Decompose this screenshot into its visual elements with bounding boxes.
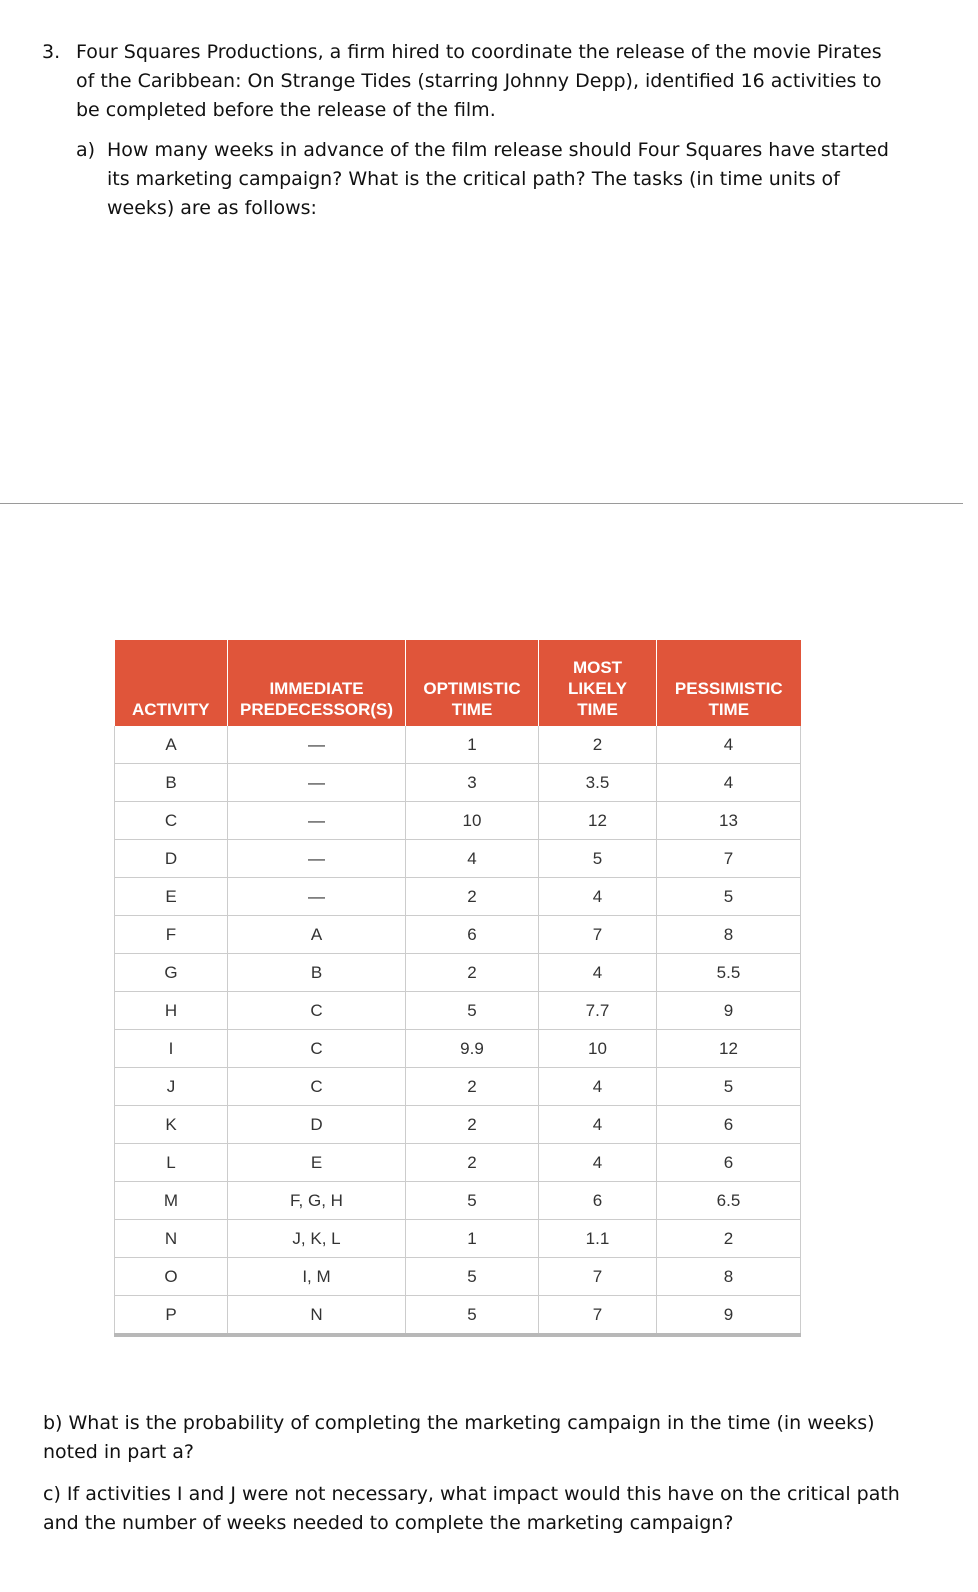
cell-most-likely: 4 bbox=[539, 1144, 657, 1182]
cell-activity: F bbox=[115, 916, 228, 954]
header-activity-label: ACTIVITY bbox=[132, 700, 210, 719]
table-row bbox=[115, 878, 801, 916]
cell-pessimistic: 4 bbox=[657, 726, 801, 764]
header-optimistic-line2: TIME bbox=[451, 700, 493, 719]
cell-most-likely: 10 bbox=[539, 1030, 657, 1068]
cell-optimistic: 2 bbox=[406, 1106, 539, 1144]
cell-predecessors: C bbox=[228, 1030, 406, 1068]
cell-pessimistic: 13 bbox=[657, 802, 801, 840]
cell-most-likely: 7 bbox=[539, 916, 657, 954]
cell-most-likely: 12 bbox=[539, 802, 657, 840]
cell-activity: H bbox=[115, 992, 228, 1030]
header-most-likely-line2: LIKELY bbox=[568, 679, 627, 698]
cell-optimistic: 1 bbox=[406, 726, 539, 764]
header-pessimistic bbox=[657, 640, 801, 726]
table-row bbox=[115, 1068, 801, 1106]
cell-pessimistic: 7 bbox=[657, 840, 801, 878]
part-c-text: c) If activities I and J were not necessary, what impact would this have on the critical path and the number of weeks needed to complete the marketing campaign? bbox=[43, 1483, 900, 1534]
cell-predecessors: J, K, L bbox=[228, 1220, 406, 1258]
cell-optimistic: 2 bbox=[406, 954, 539, 992]
table-row bbox=[115, 1296, 801, 1336]
header-optimistic-line1: OPTIMISTIC bbox=[423, 679, 521, 698]
cell-pessimistic: 6.5 bbox=[657, 1182, 801, 1220]
activity-table-container bbox=[114, 640, 800, 1337]
header-most-likely-line1: MOST bbox=[572, 658, 623, 677]
part-a-letter: a) bbox=[76, 139, 96, 161]
activity-table bbox=[114, 640, 801, 1337]
cell-pessimistic: 9 bbox=[657, 992, 801, 1030]
header-most-likely bbox=[539, 640, 657, 726]
header-predecessors-line2: PREDECESSOR(S) bbox=[239, 700, 394, 719]
table-row bbox=[115, 1258, 801, 1296]
cell-optimistic: 4 bbox=[406, 840, 539, 878]
table-header-row bbox=[115, 640, 801, 726]
cell-most-likely: 5 bbox=[539, 840, 657, 878]
header-pessimistic-line2: TIME bbox=[708, 700, 750, 719]
cell-pessimistic: 4 bbox=[657, 764, 801, 802]
cell-activity: G bbox=[115, 954, 228, 992]
table-row bbox=[115, 1182, 801, 1220]
cell-most-likely: 3.5 bbox=[539, 764, 657, 802]
cell-predecessors: B bbox=[228, 954, 406, 992]
cell-pessimistic: 2 bbox=[657, 1220, 801, 1258]
cell-optimistic: 3 bbox=[406, 764, 539, 802]
cell-pessimistic: 8 bbox=[657, 1258, 801, 1296]
cell-optimistic: 2 bbox=[406, 878, 539, 916]
cell-activity: O bbox=[115, 1258, 228, 1296]
cell-optimistic: 5 bbox=[406, 1182, 539, 1220]
cell-optimistic: 2 bbox=[406, 1068, 539, 1106]
header-predecessors-line1: IMMEDIATE bbox=[269, 679, 364, 698]
cell-most-likely: 7 bbox=[539, 1296, 657, 1336]
cell-most-likely: 7.7 bbox=[539, 992, 657, 1030]
cell-predecessors: I, M bbox=[228, 1258, 406, 1296]
cell-activity: M bbox=[115, 1182, 228, 1220]
cell-most-likely: 4 bbox=[539, 878, 657, 916]
cell-activity: P bbox=[115, 1296, 228, 1336]
cell-most-likely: 6 bbox=[539, 1182, 657, 1220]
cell-optimistic: 6 bbox=[406, 916, 539, 954]
cell-most-likely: 4 bbox=[539, 1106, 657, 1144]
cell-most-likely: 4 bbox=[539, 1068, 657, 1106]
cell-predecessors: C bbox=[228, 1068, 406, 1106]
cell-pessimistic: 8 bbox=[657, 916, 801, 954]
cell-activity: I bbox=[115, 1030, 228, 1068]
header-pessimistic-line1: PESSIMISTIC bbox=[674, 679, 783, 698]
table-row bbox=[115, 764, 801, 802]
cell-activity: L bbox=[115, 1144, 228, 1182]
cell-optimistic: 9.9 bbox=[406, 1030, 539, 1068]
table-row bbox=[115, 726, 801, 764]
part-b-text: b) What is the probability of completing the marketing campaign in the time (in weeks) noted in part a? bbox=[43, 1412, 875, 1463]
cell-predecessors: F, G, H bbox=[228, 1182, 406, 1220]
cell-predecessors: D bbox=[228, 1106, 406, 1144]
cell-pessimistic: 6 bbox=[657, 1144, 801, 1182]
table-row bbox=[115, 954, 801, 992]
part-a-text: How many weeks in advance of the film release should Four Squares have started its marketing campaign? What is the critical path? The tasks (in time units of weeks) are as follows: bbox=[107, 139, 889, 219]
header-optimistic bbox=[406, 640, 539, 726]
cell-activity: E bbox=[115, 878, 228, 916]
cell-predecessors: A bbox=[228, 916, 406, 954]
table-row bbox=[115, 1106, 801, 1144]
cell-optimistic: 2 bbox=[406, 1144, 539, 1182]
cell-predecessors: C bbox=[228, 992, 406, 1030]
header-activity bbox=[115, 640, 228, 726]
cell-predecessors: E bbox=[228, 1144, 406, 1182]
cell-predecessors: N bbox=[228, 1296, 406, 1336]
table-row bbox=[115, 840, 801, 878]
cell-pessimistic: 12 bbox=[657, 1030, 801, 1068]
cell-most-likely: 7 bbox=[539, 1258, 657, 1296]
cell-pessimistic: 5.5 bbox=[657, 954, 801, 992]
page-divider bbox=[0, 503, 963, 504]
question-text: Four Squares Productions, a firm hired to coordinate the release of the movie Pirates of the Caribbean: On Strange Tides (starring Johnny Depp), identified 16 activities to be completed before the release of the film. bbox=[76, 41, 882, 121]
cell-activity: A bbox=[115, 726, 228, 764]
cell-most-likely: 4 bbox=[539, 954, 657, 992]
cell-pessimistic: 9 bbox=[657, 1296, 801, 1336]
cell-optimistic: 1 bbox=[406, 1220, 539, 1258]
table-row bbox=[115, 1030, 801, 1068]
cell-predecessors: — bbox=[228, 726, 406, 764]
cell-pessimistic: 5 bbox=[657, 1068, 801, 1106]
cell-predecessors: — bbox=[228, 802, 406, 840]
cell-predecessors: — bbox=[228, 840, 406, 878]
header-predecessors bbox=[228, 640, 406, 726]
cell-most-likely: 2 bbox=[539, 726, 657, 764]
cell-activity: D bbox=[115, 840, 228, 878]
table-row bbox=[115, 1144, 801, 1182]
cell-pessimistic: 6 bbox=[657, 1106, 801, 1144]
cell-activity: K bbox=[115, 1106, 228, 1144]
cell-activity: N bbox=[115, 1220, 228, 1258]
table-row bbox=[115, 992, 801, 1030]
cell-optimistic: 10 bbox=[406, 802, 539, 840]
cell-most-likely: 1.1 bbox=[539, 1220, 657, 1258]
cell-activity: B bbox=[115, 764, 228, 802]
cell-optimistic: 5 bbox=[406, 1258, 539, 1296]
cell-predecessors: — bbox=[228, 764, 406, 802]
cell-predecessors: — bbox=[228, 878, 406, 916]
header-most-likely-line3: TIME bbox=[577, 700, 618, 719]
table-row bbox=[115, 1220, 801, 1258]
cell-optimistic: 5 bbox=[406, 1296, 539, 1336]
question-number: 3. bbox=[42, 41, 61, 63]
table-row bbox=[115, 802, 801, 840]
cell-activity: J bbox=[115, 1068, 228, 1106]
cell-pessimistic: 5 bbox=[657, 878, 801, 916]
cell-optimistic: 5 bbox=[406, 992, 539, 1030]
table-row bbox=[115, 916, 801, 954]
cell-activity: C bbox=[115, 802, 228, 840]
